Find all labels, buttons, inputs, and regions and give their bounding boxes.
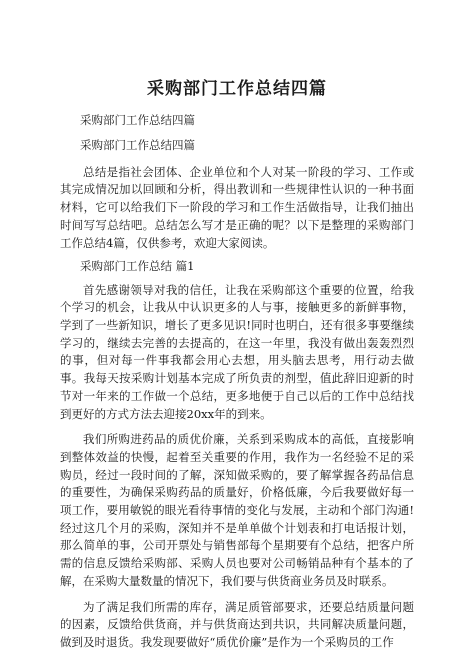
body-paragraph-3: 为了满足我们所需的库存，满足质管部要求，还要总结质量问题的因素，反馈给供货商，并与供货商达到共识，共同解决质量问题，做到及时退货。我发现要做好“质优价廉”是作为一个采购员的工作 — [60, 599, 414, 649]
document-subtitle-repeat: 采购部门工作总结四篇 — [80, 138, 195, 153]
section-heading: 采购部门工作总结 篇1 — [80, 259, 195, 274]
body-paragraph-1: 首先感谢领导对我的信任，让我在采购部这个重要的位置，给我个学习的机会，让我从中认识更多的人与事，接触更多的新鲜事物，学到了一些新知识，增长了更多见识!同时也明白，还有很多事要继续学习的，继续去完善的去提高的，在这一年里，我没有做出轰轰烈烈的事，但对每一件事我都会用心去想，用头脑去思考，用行动去做事。我每天按采购计划基本完成了所负责的剂型，值此辞旧迎新的时节对一年来的工作做一个总结，更多地便于自己以后的工作中总结找到更好的方式方法去迎接20xx年的到来。 — [60, 282, 414, 421]
body-paragraph-2: 我们所购进药品的质优价廉，关系到采购成本的高低，直接影响到整体效益的快慢，起着至关重要的作用，我作为一名经验不足的采购员，经过一段时间的了解，深知做采购的，要了解掌握各药品信息的重要性，为确保采购药品的质量好，价格低廉，今后我要做好每一项工作，要用敏锐的眼光看待事情的变化与发展，主动和个部门沟通!经过这几个月的采购，深知并不是单单做个计划表和打电话报计划，那么简单的事，公司开票处与销售部每个星期要有个总结，把客户所需的信息反馈给采购部、采购人员也要对公司畅销品种有个基本的了解，在采购大量数量的情况下，我们要与供货商业务员及时联系。 — [60, 432, 414, 588]
document-title: 采购部门工作总结四篇 — [147, 79, 327, 99]
intro-paragraph: 总结是指社会团体、企业单位和个人对某一阶段的学习、工作或其完成情况加以回顾和分析，得出教训和一些规律性认识的一种书面材料，它可以给我们下一阶段的学习和工作生活做指导，让我们抽出时间写写总结吧。总结怎么写才是正确的呢？以下是整理的采购部门工作总结4篇，仅供参考，欢迎大家阅读。 — [60, 164, 414, 250]
document-subtitle: 采购部门工作总结四篇 — [80, 113, 195, 127]
